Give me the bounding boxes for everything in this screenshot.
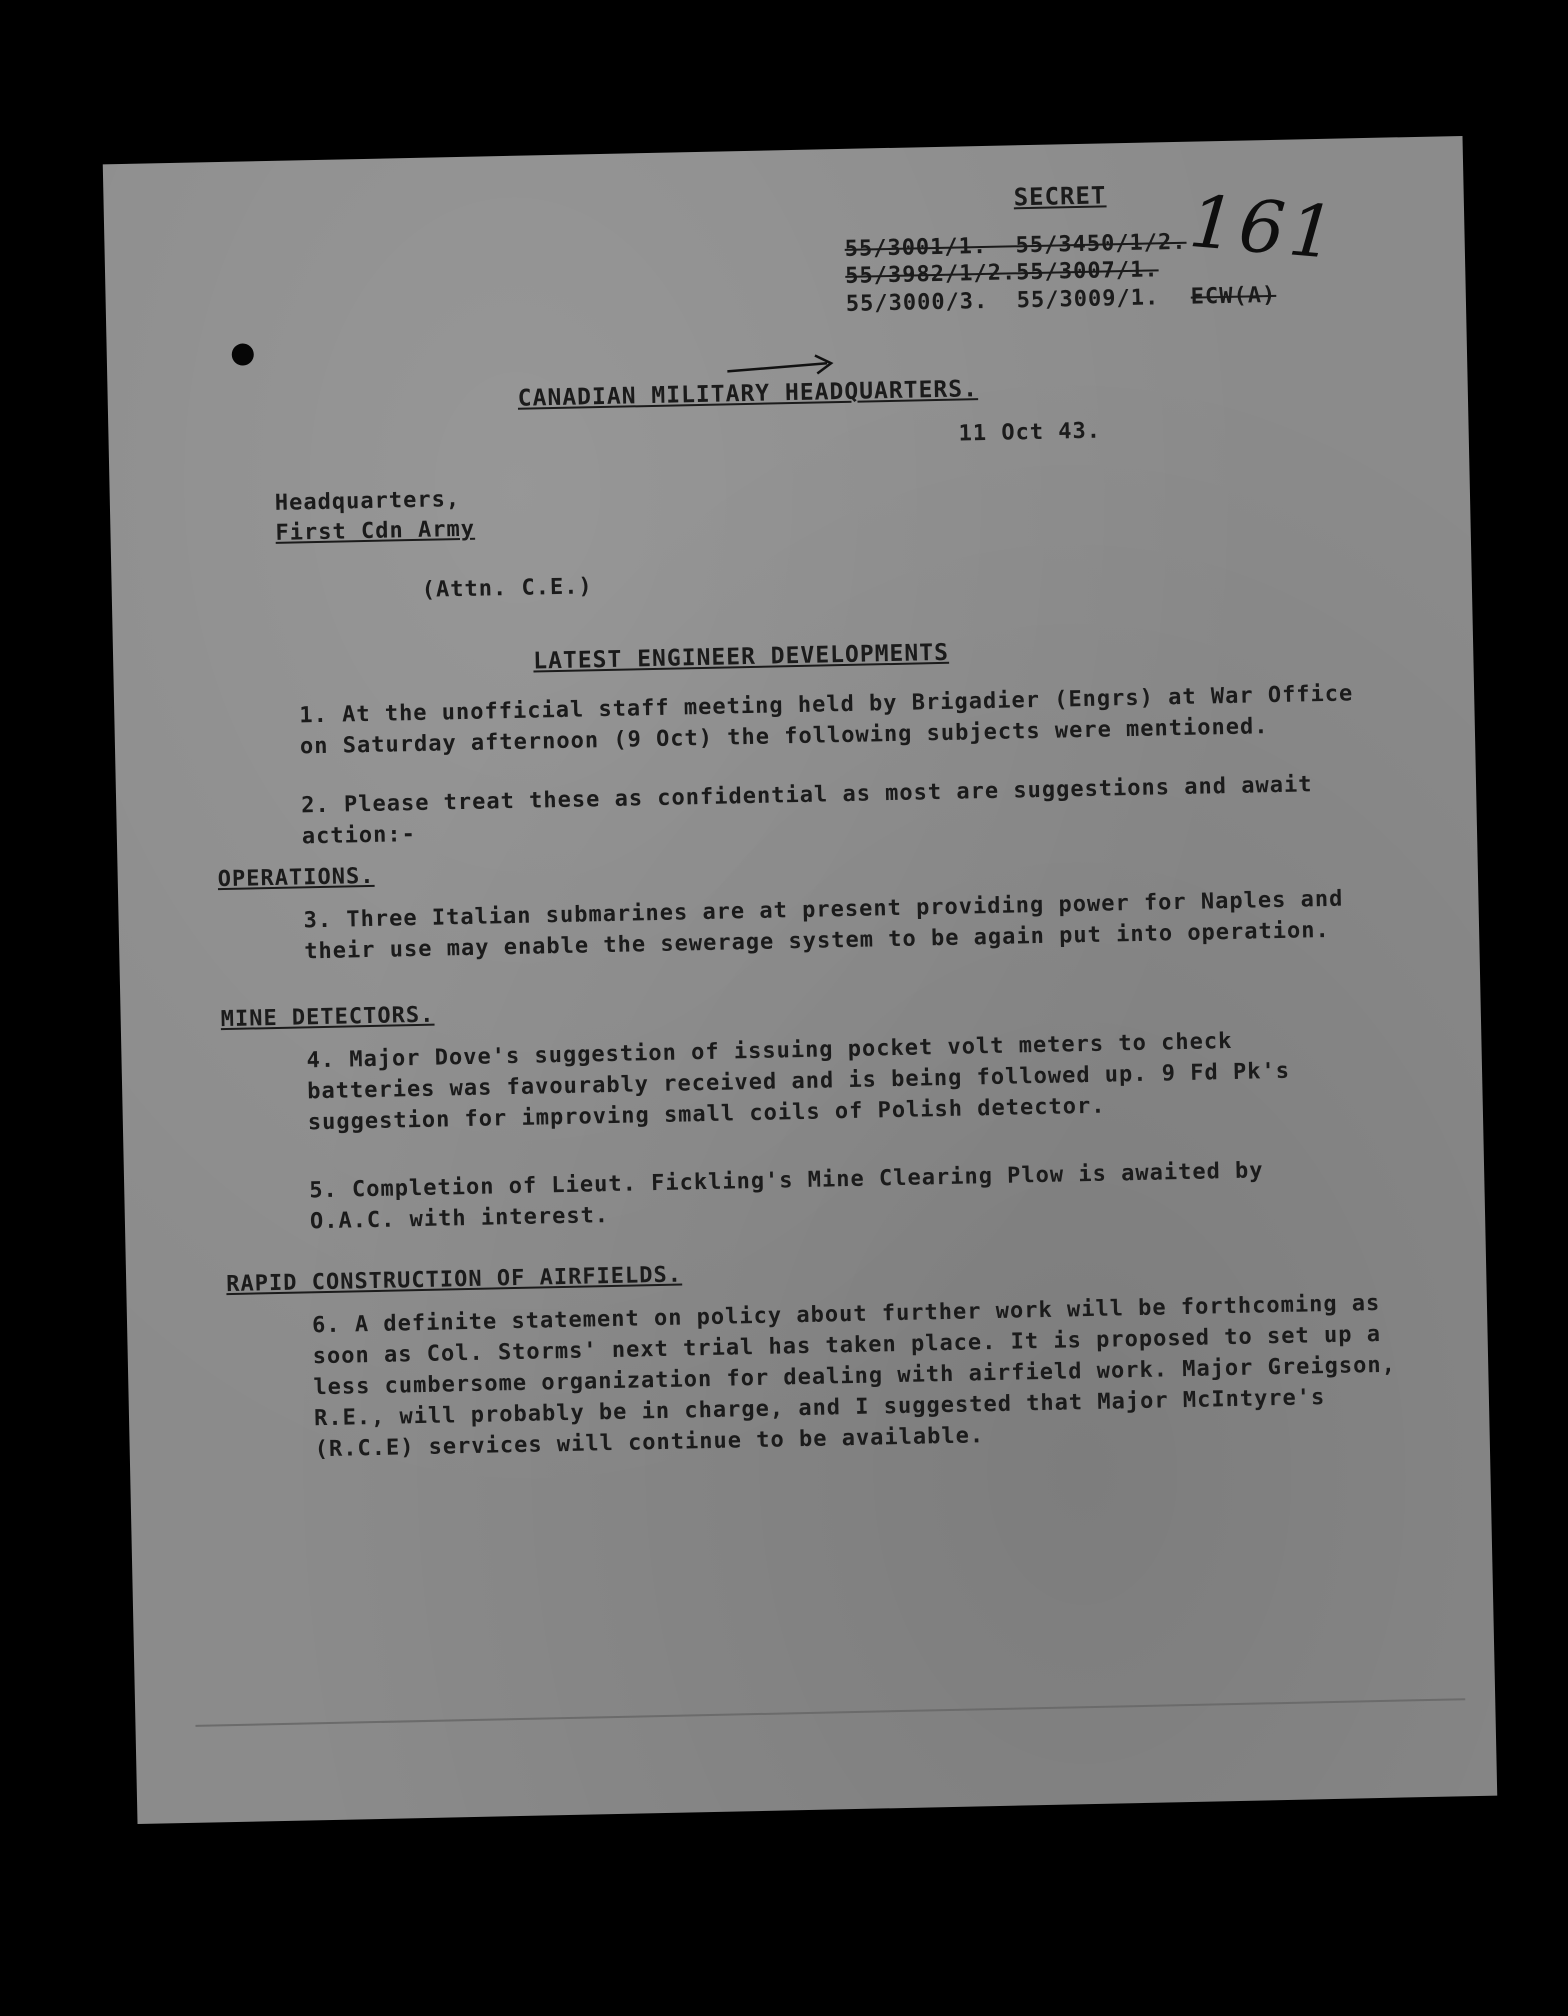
file-ref-line-1: 55/3001/1. 55/3450/1/2. — [844, 229, 1187, 262]
paragraph-2: 2. Please treat these as confidential as most are suggestions and await action:- — [300, 772, 1313, 850]
paragraph-5: 5. Completion of Lieut. Fickling's Mine Clearing Plow is awaited by O.A.C. with interest. — [309, 1158, 1264, 1235]
folio-number: 161 — [1186, 179, 1343, 276]
subject-heading: LATEST ENGINEER DEVELOPMENTS — [532, 639, 950, 675]
section-heading-airfields: RAPID CONSTRUCTION OF AIRFIELDS. — [225, 1262, 683, 1298]
file-ref-struck: ECW(A) — [1190, 282, 1277, 310]
section-heading-mine-detectors: MINE DETECTORS. — [220, 1002, 435, 1033]
attention-line: (Attn. C.E.) — [421, 574, 593, 603]
addressee-line-2: First Cdn Army — [275, 516, 476, 546]
paragraph-6: 6. A definite statement on policy about further work will be forthcoming as soon as Col. Storms' next trial has taken place. It is proposed to set up a less cumbersome organization for dealing with airfield work. Major Greigson, R.E., will probably be in charge, and I suggested that Major McIntyre's (R.C.E) services will continue to be available. — [311, 1290, 1397, 1463]
file-ref-line-2: 55/3982/1/2.55/3007/1. — [845, 257, 1159, 289]
document-date: 11 Oct 43. — [958, 418, 1102, 447]
section-heading-operations: OPERATIONS. — [217, 863, 375, 893]
paragraph-1: 1. At the unofficial staff meeting held by Brigadier (Engrs) at War Office on Saturday afternoon (9 Oct) the following subjects were mentioned. — [299, 681, 1354, 760]
document-page — [103, 136, 1497, 1824]
paragraph-4: 4. Major Dove's suggestion of issuing pocket volt meters to check batteries was favourably received and is being followed up. 9 Fd Pk's suggestion for improving small coils of Polish detector. — [306, 1028, 1291, 1136]
classification-stamp: SECRET — [1013, 181, 1107, 212]
punch-hole — [232, 343, 254, 365]
file-ref-line-3: 55/3000/3. 55/3009/1. — [845, 285, 1160, 317]
paragraph-3: 3. Three Italian submarines are at present providing power for Naples and their use may enable the sewerage system to be again put into operation. — [303, 886, 1344, 965]
sender-heading: CANADIAN MILITARY HEADQUARTERS. — [517, 376, 979, 412]
page-rule — [195, 1698, 1465, 1727]
addressee-line-1: Headquarters, — [274, 487, 461, 516]
